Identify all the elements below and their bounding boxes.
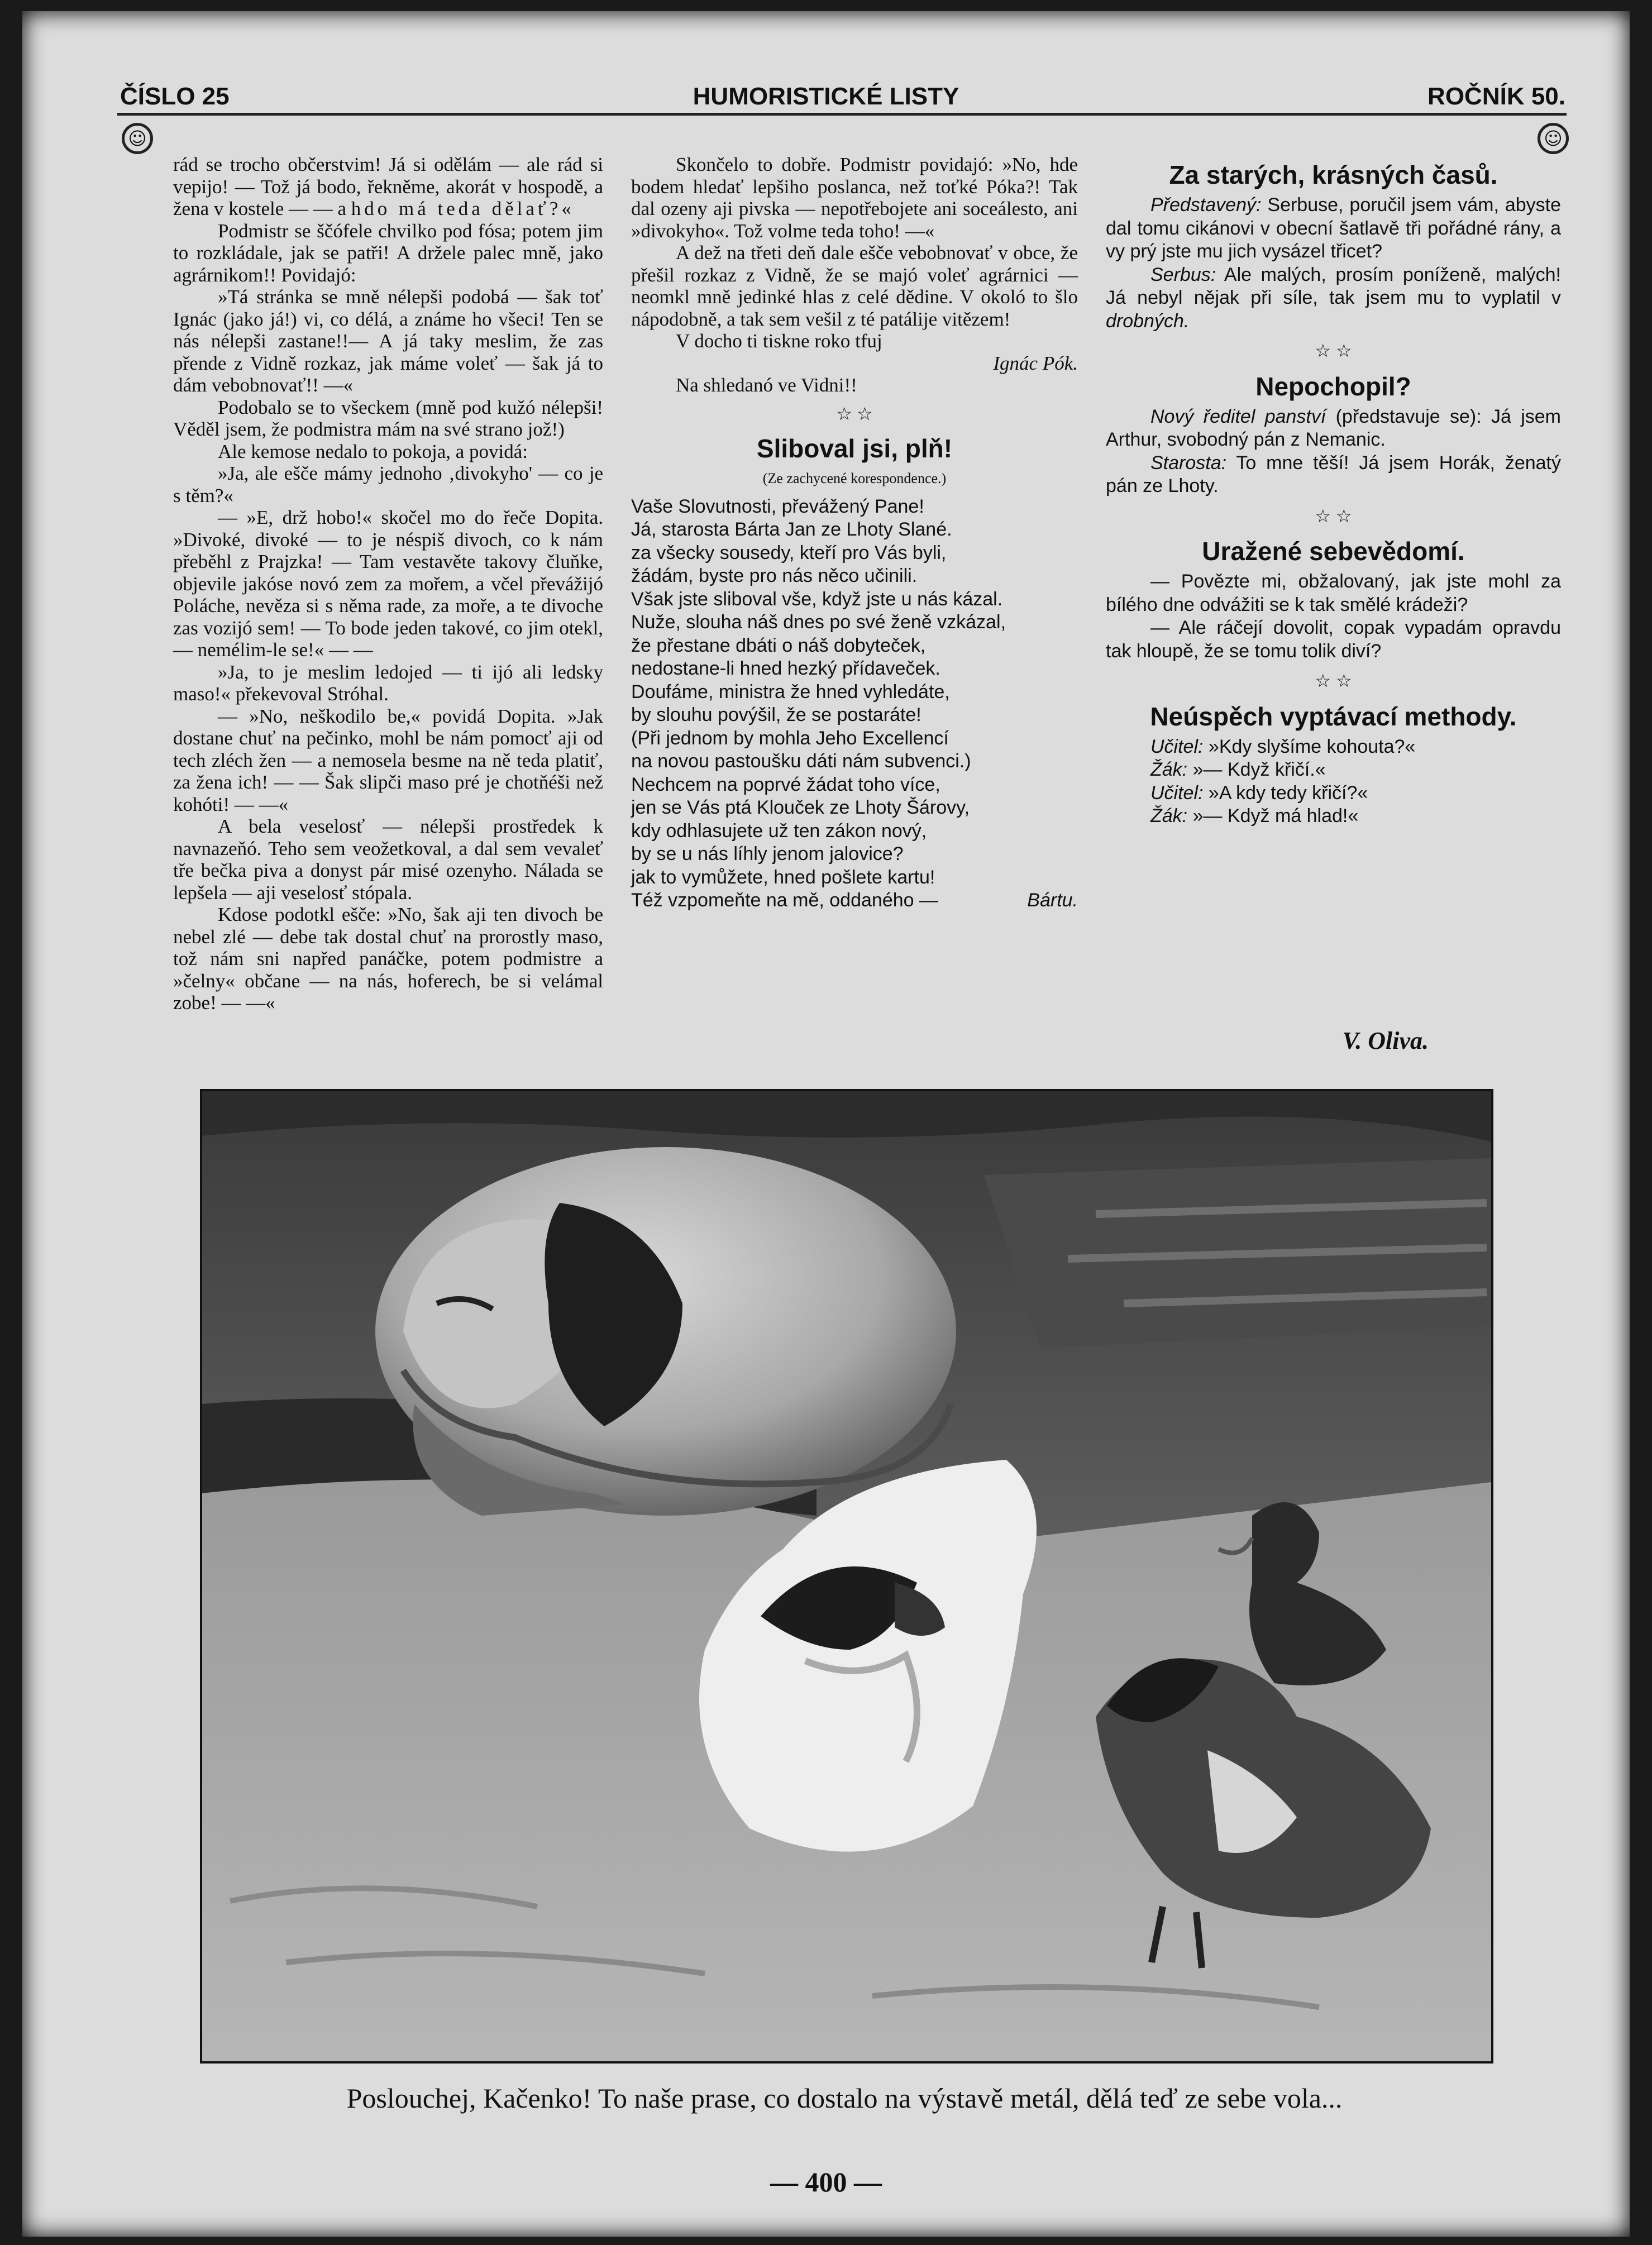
- illustration-caption: Poslouchej, Kačenko! To naše prase, co dostalo na výstavě metál, dělá teď ze sebe vola...: [346, 2082, 1343, 2114]
- header-volume: ROČNÍK 50.: [1427, 83, 1565, 110]
- poem-line: Nuže, slouha náš dnes po své ženě vzkázal,: [631, 612, 1006, 633]
- column-3: [1106, 154, 1561, 828]
- separator-stars: ☆ ☆: [1315, 341, 1352, 361]
- ornament-right-icon: ☺: [1538, 123, 1569, 154]
- col2-paragraph: Skončelo to dobře. Podmistr povidajó: »No, hde bodem hledať lepšiho poslanca, než toťké Póka?! Tak dal ozeny aji pivska — nepotřebojete ani soceálesto, ani »divokyho«. Tož volme teda toho! —«: [631, 154, 1078, 242]
- poem-line: Vaše Slovutnosti, převážený Pane!: [631, 495, 924, 517]
- poem-line: jen se Vás ptá Klouček ze Lhoty Šárovy,: [631, 797, 970, 818]
- poem-line: na novou pastoušku dáti nám subvenci.): [631, 751, 971, 772]
- col1-paragraph: — »E, drž hobo!« skočel mo do řeče Dopita. »Divoké, divoké — to je néspiš divoch, co k nám přeběhl z Prajzka! — Tam vestavěte takovy čluňke, objevile jakóse novó zem za mořem, a včel převážijó Poláche, nevěza si s něma rade, za moře, a te divoche zas vozijó sem! — To bode jeden takové, co jim otekl, — nemélim-le se!« — —: [173, 507, 603, 661]
- col1-paragraph: »Tá stránka se mně nélepši podobá — šak toť Ignác (jako já!) vi, co délá, a známe ho všeci! Ten se nás nélepši zastane!!— A já taky meslim, že zas přende z Vidně rozkaz, jak máme voleť — šak já to dám vebobnovať!! —«: [173, 286, 603, 396]
- col1-paragraph: — »No, neškodilo be,« povidá Dopita. »Jak dostane chuť na pečinko, mohl be nám pomocť aji od tech zléch žen — a nemosela besme na ně teda platiť, za žena ich! — — Šak slipči maso pré je chotňéši než kohóti! — —«: [173, 705, 603, 815]
- section-heading: Nepochopil?: [1255, 371, 1411, 401]
- col1-paragraph: »Ja, to je meslim ledojed — ti ijó ali ledsky maso!« překevoval Stróhal.: [173, 661, 603, 705]
- dialogue-paragraph: — Ale ráčejí dovolit, copak vypadám opravdu tak hloupě, že se tomu tolik diví?: [1106, 617, 1561, 662]
- header-issue-number: ČÍSLO 25: [120, 83, 230, 110]
- col1-paragraph: Podmistr se ščófele chvilko pod fósa; potem jim to rozkládale, jak se patři! A držele palec mně, jako agrárnikom!! Povidajó:: [173, 219, 603, 286]
- poem-subheading: (Ze zachycené korespondence.): [762, 470, 947, 486]
- poem-line: nedostane-li hned hezký přídaveček.: [631, 658, 940, 679]
- separator-stars: ☆ ☆: [1315, 671, 1352, 691]
- poem-line: Doufáme, ministra že hned vyhledáte,: [631, 681, 950, 703]
- header-title: HUMORISTICKÉ LISTY: [693, 83, 959, 110]
- col1-paragraph: A bela veselosť — nélepši prostředek k navnazeňó. Teho sem veožetkoval, a dal sem vevaleť tře bečka piva a donyst pár misé ozenyho. Nálada se lepšela — aji veselosť stópala.: [173, 815, 603, 904]
- poem-line: by se u nás líhly jenom jalovice?: [631, 843, 904, 864]
- dialogue-paragraph: Představený: Serbuse, poručil jsem vám, abyste dal tomu cikánovi v obecní šatlavě tři pořádné rány, a vy prý jste mu jich vysázel třicet?: [1106, 194, 1561, 262]
- col1-paragraph: rád se trocho občerstvim! Já si odělám — ale rád si vepijo! — Tož já bodo, řekněme, akorát v hospodě, a žena v kostele — — a hdo má teda dělať?«: [173, 154, 603, 219]
- poem-line: Však jste sliboval vše, když jste u nás kázal.: [631, 588, 1003, 610]
- col1-paragraph: Kdose podotkl ešče: »No, šak aji ten divoch be nebel zlé — debe tak dostal chuť na prorostly maso, tož nám sni napřed panáčke, potem podmistre a »čelny« občane — na nás, hoferech, be si velámal zobe! — —«: [173, 904, 603, 1014]
- col2-paragraph: A dež na třeti deň dale ešče vebobnovať v obce, že přešil rozkaz z Vidně, že se majó voleť agrárnici — neomkl mně jedinké hlas z celé dědine. V okoló to šlo nápodobně, a tak sem vešil z té patálije vitězem!: [631, 242, 1078, 330]
- column-2: [631, 154, 1078, 913]
- poem-line: Též vzpomeňte na mě, oddaného — Bártu.: [631, 889, 1078, 913]
- dialogue-paragraph: — Povězte mi, obžalovaný, jak jste mohl za bílého dne odvážiti se k tak smělé krádeži?: [1106, 571, 1561, 615]
- letter-farewell: Na shledanó ve Vidni!!: [676, 374, 857, 396]
- artist-signature: V. Oliva.: [1342, 1027, 1429, 1054]
- section-heading: Uražené sebevědomí.: [1202, 537, 1465, 566]
- poem-line: Já, starosta Bárta Jan ze Lhoty Slané.: [631, 519, 952, 540]
- header-rule: [117, 113, 1567, 116]
- col1-paragraph: Podobalo se to všeckem (mně pod kužó nélepši! Věděl jsem, že podmistra mám na své strano jož!): [173, 396, 603, 440]
- col2-paragraph: V docho ti tiskne roko tfuj: [676, 330, 882, 352]
- dialogue-line: Učitel: »A kdy tedy křičí?«: [1150, 782, 1368, 804]
- section-heading: Neúspěch vyptávací methody.: [1150, 701, 1517, 731]
- poem-line: by slouhu povýšil, že se postaráte!: [631, 704, 922, 725]
- section-heading: Za starých, krásných časů.: [1169, 160, 1498, 189]
- letter-signature: Ignác Pók.: [993, 352, 1078, 374]
- col1-paragraph: Ale kemose nedalo to pokoja, a povidá:: [218, 440, 528, 462]
- dialogue-paragraph: Serbus: Ale malých, prosím poníženě, malých! Já nebyl nějak při síle, tak jsem mu to vyplatil v drobných.: [1106, 264, 1561, 332]
- illustration-pig-and-ducks: [200, 1089, 1493, 2064]
- poem-line: Nechcem na poprvé žádat toho více,: [631, 773, 940, 795]
- poem-line: (Při jednom by mohla Jeho Excellencí: [631, 727, 949, 749]
- column-1: [173, 154, 603, 1014]
- poem-body: [631, 495, 1078, 913]
- poem-line: žádám, byste pro nás něco učinili.: [631, 565, 918, 586]
- poem-heading: Sliboval jsi, plň!: [756, 434, 953, 463]
- dialogue-line: Žák: »— Když křičí.«: [1150, 759, 1326, 780]
- poem-line: jak to vymůžete, hned pošlete kartu!: [631, 866, 935, 888]
- dialogue-paragraph: Starosta: To mne těší! Já jsem Horák, ženatý pán ze Lhoty.: [1106, 452, 1561, 496]
- poem-line: že přestane dbáti o náš dobyteček,: [631, 634, 926, 656]
- ornament-left-icon: ☺: [122, 123, 153, 154]
- dialogue-line: Učitel: »Kdy slyšíme kohouta?«: [1150, 735, 1416, 757]
- poem-line: za všecky sousedy, kteří pro Vás byli,: [631, 542, 947, 563]
- newspaper-page: [22, 11, 1630, 2237]
- dialogue-paragraph: Nový ředitel panství (představuje se): Já jsem Arthur, svobodný pán z Nemanic.: [1106, 405, 1561, 450]
- col1-paragraph: »Ja, ale ešče mámy jednoho ‚divokyho' — co je s těm?«: [173, 462, 603, 507]
- poem-signature: Bártu.: [1027, 890, 1078, 911]
- poem-line: kdy odhlasujete už ten zákon nový,: [631, 820, 927, 842]
- dialogue-line: Žák: »— Když má hlad!«: [1150, 805, 1359, 827]
- page-number: — 400 —: [770, 2166, 882, 2198]
- separator-stars: ☆ ☆: [836, 403, 873, 424]
- separator-stars: ☆ ☆: [1315, 505, 1352, 526]
